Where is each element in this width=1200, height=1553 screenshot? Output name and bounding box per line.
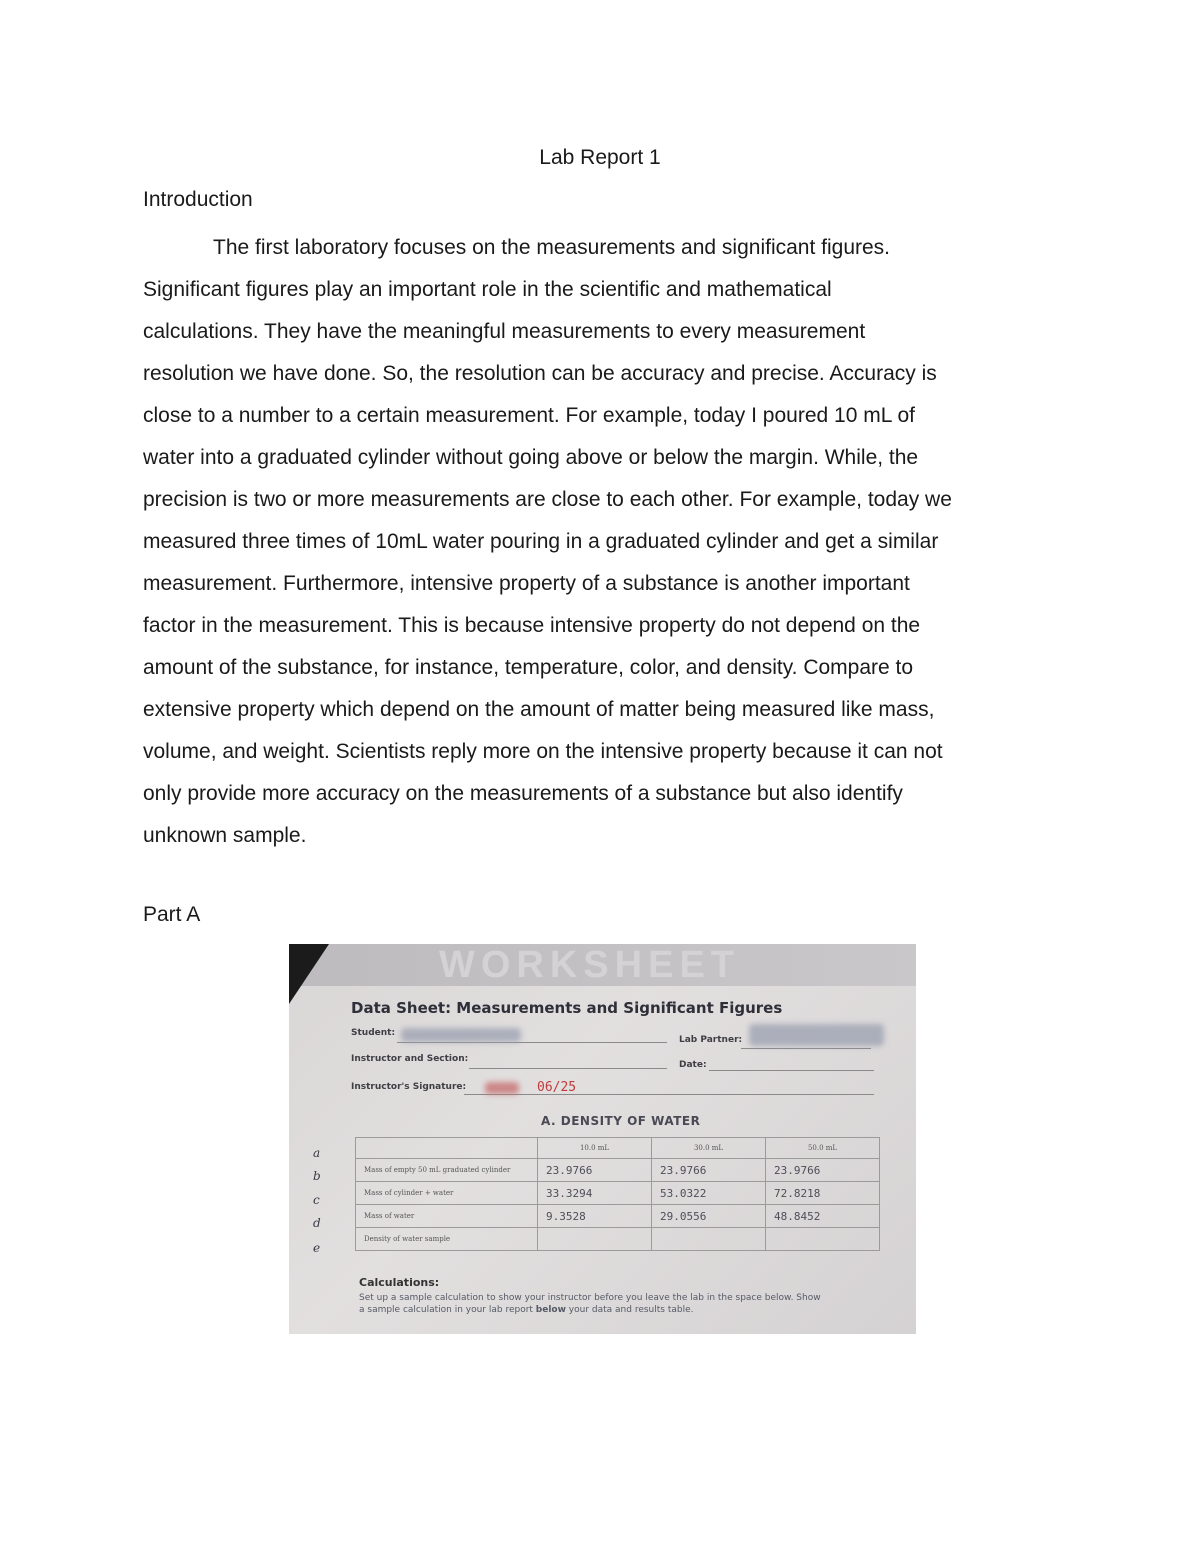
margin-letter-d: d: [313, 1216, 321, 1230]
student-label: Student:: [351, 1028, 396, 1038]
margin-letter-a: a: [313, 1146, 321, 1160]
row-label: Density of water sample: [356, 1228, 538, 1251]
margin-letter-e: e: [313, 1241, 321, 1255]
table-cell: [652, 1228, 766, 1251]
paragraph-line: factor in the measurement. This is because intensive property do not depend on the: [143, 614, 921, 637]
lab-partner-line: [741, 1048, 871, 1049]
column-header: 50.0 mL: [766, 1138, 880, 1159]
instructor-section-label: Instructor and Section:: [351, 1054, 469, 1064]
part-a-heading: Part A: [143, 903, 201, 926]
table-cell: 23.9766: [538, 1159, 652, 1182]
table-row: [356, 1159, 880, 1182]
table-row: [356, 1205, 880, 1228]
paragraph-line: only provide more accuracy on the measurements of a substance but also identify: [143, 782, 903, 805]
introduction-heading: Introduction: [143, 188, 253, 211]
date-label: Date:: [679, 1060, 707, 1070]
photo-dark-corner: [289, 944, 329, 1004]
density-section-title: A. DENSITY OF WATER: [541, 1114, 701, 1128]
margin-letter-c: c: [313, 1193, 320, 1207]
worksheet-photo: [289, 944, 916, 1334]
row-label: Mass of cylinder + water: [356, 1182, 538, 1205]
table-cell: 33.3294: [538, 1182, 652, 1205]
signature-line: [464, 1094, 874, 1095]
paragraph-line: water into a graduated cylinder without going above or below the margin. While, the: [143, 446, 919, 469]
paragraph-line: unknown sample.: [143, 824, 307, 847]
table-row: [356, 1228, 880, 1251]
paragraph-line: Significant figures play an important role in the scientific and mathematical: [143, 278, 832, 301]
table-cell: 9.3528: [538, 1205, 652, 1228]
paragraph-line: amount of the substance, for instance, temperature, color, and density. Compare to: [143, 656, 914, 679]
table-cell: 23.9766: [652, 1159, 766, 1182]
calc-text-line-2a: a sample calculation in your lab report: [359, 1305, 536, 1315]
paragraph-line: precision is two or more measurements are close to each other. For example, today we: [143, 488, 952, 511]
signature-date: 06/25: [537, 1080, 577, 1095]
date-line: [709, 1070, 874, 1071]
paragraph-line: calculations. They have the meaningful measurements to every measurement: [143, 320, 866, 343]
worksheet-banner: [289, 944, 916, 986]
paragraph-line: resolution we have done. So, the resolution can be accuracy and precise. Accuracy is: [143, 362, 937, 385]
density-table: [355, 1137, 880, 1251]
margin-letter-b: b: [313, 1169, 321, 1183]
table-header-row: [356, 1138, 880, 1159]
table-header-blank: [356, 1138, 538, 1159]
lab-partner-label: Lab Partner:: [679, 1035, 743, 1045]
row-label: Mass of empty 50 mL graduated cylinder: [356, 1159, 538, 1182]
student-line: [397, 1042, 667, 1043]
paragraph-line: close to a number to a certain measurement. For example, today I poured 10 mL of: [143, 404, 915, 427]
introduction-paragraph: [143, 227, 1073, 857]
column-header: 10.0 mL: [538, 1138, 652, 1159]
table-row: [356, 1182, 880, 1205]
table-cell: [538, 1228, 652, 1251]
table-cell: 48.8452: [766, 1205, 880, 1228]
table-cell: [766, 1228, 880, 1251]
instructor-section-line: [469, 1068, 667, 1069]
table-cell: 53.0322: [652, 1182, 766, 1205]
report-title: Lab Report 1: [539, 146, 661, 169]
redacted-student-name: [401, 1028, 521, 1042]
paragraph-line: measured three times of 10mL water pouring in a graduated cylinder and get a similar: [143, 530, 939, 553]
calc-text-line-2c: your data and results table.: [565, 1305, 694, 1315]
worksheet-banner-text: WORKSHEET: [439, 944, 740, 986]
signature-label: Instructor's Signature:: [351, 1082, 467, 1092]
calc-text-line-1: Set up a sample calculation to show your instructor before you leave the lab in the space below. Show: [359, 1293, 821, 1303]
worksheet-title: Data Sheet: Measurements and Significant Figures: [351, 999, 783, 1017]
table-cell: 23.9766: [766, 1159, 880, 1182]
paragraph-line: extensive property which depend on the amount of matter being measured like mass,: [143, 698, 935, 721]
calculations-instructions: [359, 1292, 899, 1316]
paragraph-line: measurement. Furthermore, intensive property of a substance is another important: [143, 572, 910, 595]
redacted-partner-name: [749, 1024, 884, 1046]
paragraph-line: The first laboratory focuses on the measurements and significant figures.: [213, 236, 891, 259]
row-label: Mass of water: [356, 1205, 538, 1228]
paragraph-line: volume, and weight. Scientists reply more on the intensive property because it can not: [143, 740, 943, 763]
column-header: 30.0 mL: [652, 1138, 766, 1159]
redacted-signature: [485, 1082, 519, 1094]
calculations-heading: Calculations:: [359, 1276, 440, 1289]
table-cell: 29.0556: [652, 1205, 766, 1228]
table-cell: 72.8218: [766, 1182, 880, 1205]
calc-text-emphasis: below: [535, 1305, 566, 1315]
